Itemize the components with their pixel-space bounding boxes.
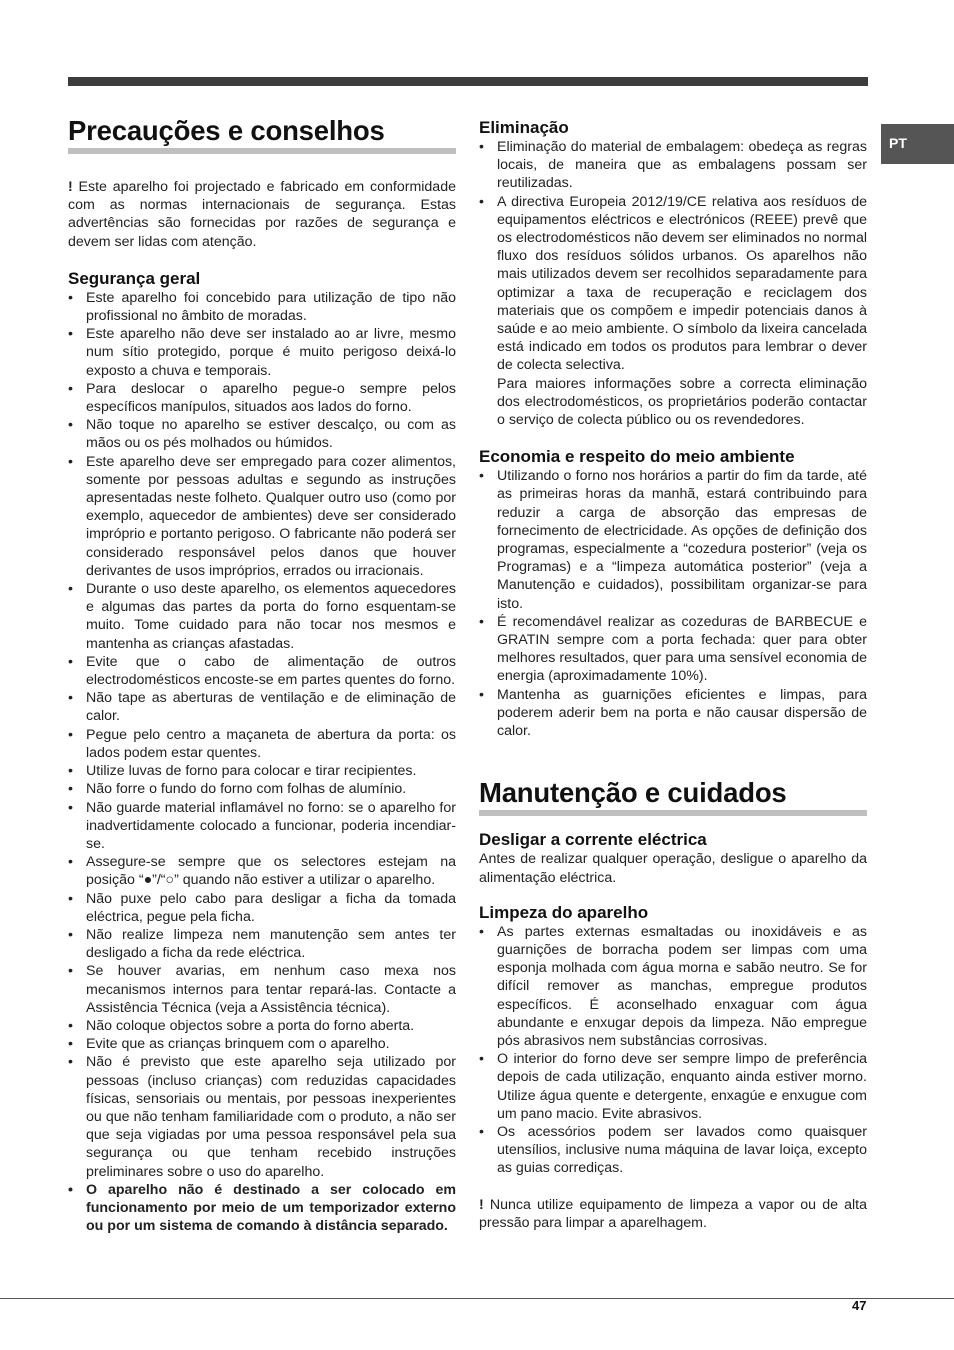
list-item: • Este aparelho não deve ser instalado ao ar livre, mesmo num sítio protegido, porque é muito perigoso deixá-lo exposto a chuva e temporais.	[68, 325, 456, 380]
steam-warning-paragraph	[479, 1196, 867, 1232]
section-title-maintenance: Manutenção e cuidados	[479, 776, 867, 816]
heading-disposal: Eliminação	[479, 118, 569, 137]
header-bar	[68, 77, 868, 86]
list-item: • É recomendável realizar as cozeduras de BARBECUE e GRATIN sempre com a porta fechada: quer para obter melhores resultados, quer para uma sensível economia de energia (aproximadamente 10%).	[479, 613, 867, 686]
list-item: • Evite que o cabo de alimentação de outros electrodomésticos encoste-se em partes quentes do forno.	[68, 653, 456, 689]
list-item: • Não é previsto que este aparelho seja utilizado por pessoas (incluso crianças) com reduzidas capacidades físicas, sensoriais ou mentais, por pessoas inexperientes ou que não tenham familiaridade com o produto, a não ser que seja vigiadas por uma pessoa responsável pela sua segurança ou que tenham recebido instruções preliminares sobre o uso do aparelho.	[68, 1053, 456, 1180]
heading-cleaning: Limpeza do aparelho	[479, 902, 649, 922]
list-item: • Eliminação do material de embalagem: obedeça as regras locais, de maneira que as embalagens possam ser reutilizadas.	[479, 138, 867, 193]
page-number: 47	[852, 1298, 867, 1313]
heading-economy: Economia e respeito do meio ambiente	[479, 447, 795, 467]
footer-rule	[0, 1298, 954, 1299]
list-item: • As partes externas esmaltadas ou inoxidáveis e as guarnições de borracha podem ser limpas com uma esponja molhada com água morna e sabão neutro. Se for difícil remover as manchas, empregue produtos específicos. É aconselhado enxaguar com água abundante e enxugar depois da limpeza. Não empregue pós abrasivos nem substâncias corrosivas.	[479, 923, 867, 1050]
list-item: • Não forre o fundo do forno com folhas de alumínio.	[68, 780, 456, 798]
warning-mark: !	[68, 179, 73, 195]
intro-text: Este aparelho foi projectado e fabricado em conformidade com as normas internacionais de segurança. Estas advertências são fornecidas por razões de segurança e devem ser lidas com atenção.	[68, 179, 456, 250]
list-item: • Não toque no aparelho se estiver descalço, ou com as mãos ou os pés molhados ou húmidos.	[68, 416, 456, 452]
list-item: • Não tape as aberturas de ventilação e de eliminação de calor.	[68, 689, 456, 725]
heading-general-safety: Segurança geral	[68, 268, 201, 288]
economy-list	[479, 467, 867, 740]
list-item: • Utilizando o forno nos horários a partir do fim da tarde, até as primeiras horas da manhã, estará contribuindo para reduzir a carga de absorção das empresas de fornecimento de electricidade. As opções de definição dos programas, especialmente a “cozedura posterior” (veja os Programas) e a “limpeza automática posterior” (veja a Manutenção e cuidados), possibilitam organizar-se para isto.	[479, 467, 867, 613]
power-off-text: Antes de realizar qualquer operação, desligue o aparelho da alimentação eléctrica.	[479, 851, 867, 886]
warning-mark: !	[479, 1196, 484, 1213]
list-item: • Este aparelho deve ser empregado para cozer alimentos, somente por pessoas adultas e segundo as instruções apresentadas neste folheto. Qualquer outro uso (como por exemplo, aquecedor de ambientes) deve ser considerado impróprio e portanto perigoso. O fabricante não poderá ser considerado responsável pelos danos que houver derivantes de usos impróprios, errados ou irracionais.	[68, 453, 456, 580]
language-tab: PT	[881, 124, 954, 164]
right-column	[479, 118, 867, 1232]
list-item: • Evite que as crianças brinquem com o aparelho.	[68, 1035, 456, 1053]
intro-paragraph	[68, 178, 456, 251]
list-item: • Para deslocar o aparelho pegue-o sempre pelos específicos manípulos, situados aos lados do forno.	[68, 380, 456, 416]
steam-warning-text: Nunca utilize equipamento de limpeza a vapor ou de alta pressão para limpar a aparelhagem.	[479, 1196, 867, 1231]
list-item: • Não puxe pelo cabo para desligar a ficha da tomada eléctrica, pegue pela ficha.	[68, 890, 456, 926]
list-item: • Pegue pelo centro a maçaneta de abertura da porta: os lados podem estar quentes.	[68, 726, 456, 762]
list-item: • Se houver avarias, em nenhum caso mexa nos mecanismos internos para tentar repará-las. Contacte a Assistência Técnica (veja a Assistência técnica).	[68, 962, 456, 1017]
section-title-precautions: Precauções e conselhos	[68, 114, 456, 154]
general-safety-list	[68, 289, 456, 1236]
list-item: • Este aparelho foi concebido para utilização de tipo não profissional no âmbito de moradas.	[68, 289, 456, 325]
list-item: • O interior do forno deve ser sempre limpo de preferência depois de cada utilização, enquanto ainda estiver morno. Utilize água quente e detergente, enxagúe e enxugue com um pano macio. Evite abrasivos.	[479, 1050, 867, 1123]
list-item-bold: • O aparelho não é destinado a ser colocado em funcionamento por meio de um temporizador externo ou por um sistema de comando à distância separado.	[68, 1181, 456, 1236]
disposal-list	[479, 138, 867, 375]
list-item: • Assegure-se sempre que os selectores estejam na posição “●”/“○” quando não estiver a utilizar o aparelho.	[68, 853, 456, 889]
left-column	[68, 114, 456, 1235]
list-item: • Os acessórios podem ser lavados como quaisquer utensílios, inclusive numa máquina de lavar loiça, excepto as guias corrediças.	[479, 1123, 867, 1178]
list-item: • Não realize limpeza nem manutenção sem antes ter desligado a ficha da rede eléctrica.	[68, 926, 456, 962]
list-item: • Não coloque objectos sobre a porta do forno aberta.	[68, 1017, 456, 1035]
list-item: • Utilize luvas de forno para colocar e tirar recipientes.	[68, 762, 456, 780]
list-item: • Não guarde material inflamável no forno: se o aparelho for inadvertidamente colocado a funcionar, poderia incendiar-se.	[68, 799, 456, 854]
list-item: • Durante o uso deste aparelho, os elementos aquecedores e algumas das partes da porta do forno esquentam-se muito. Tome cuidado para não tocar nos mesmos e mantenha as crianças afastadas.	[68, 580, 456, 653]
heading-power-off: Desligar a corrente eléctrica	[479, 830, 707, 850]
disposal-extra-text: Para maiores informações sobre a correcta eliminação dos electrodomésticos, os proprietários poderão contactar o serviço de colecta público ou os revendedores.	[497, 375, 867, 429]
list-item: • A directiva Europeia 2012/19/CE relativa aos resíduos de equipamentos eléctricos e electrónicos (REEE) prevê que os electrodomésticos não devem ser eliminados no normal fluxo dos resíduos sólidos urbanos. Os aparelhos não mais utilizados devem ser recolhidos separadamente para optimizar a taxa de recuperação e reciclagem dos materiais que os compõem e impedir potenciais danos à saúde e ao meio ambiente. O símbolo da lixeira cancelada está indicado em todos os produtos para lembrar o dever de colecta selectiva.	[479, 193, 867, 375]
list-item: • Mantenha as guarnições eficientes e limpas, para poderem aderir bem na porta e não causar dispersão de calor.	[479, 686, 867, 741]
cleaning-list	[479, 923, 867, 1178]
